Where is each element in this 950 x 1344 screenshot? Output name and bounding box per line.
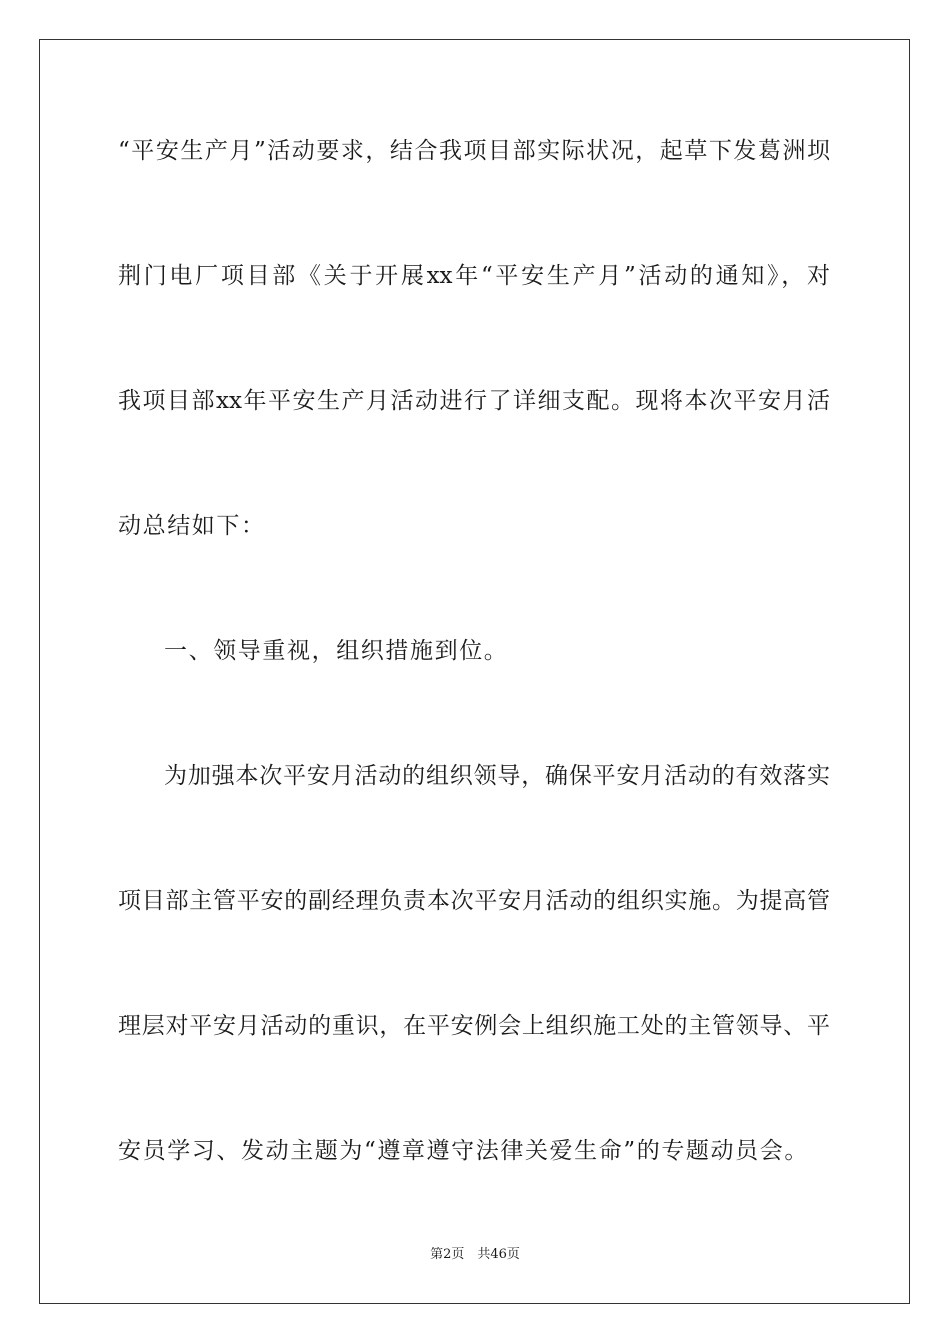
body-text-line: 项目部主管平安的副经理负责本次平安月活动的组织实施。为提高管	[118, 888, 830, 914]
page-border	[39, 39, 910, 1304]
body-text-line: 为加强本次平安月活动的组织领导，确保平安月活动的有效落实	[164, 763, 830, 789]
body-text-line: 理层对平安月活动的重识，在平安例会上组织施工处的主管领导、平	[118, 1013, 830, 1039]
body-text-line: 动总结如下：	[118, 513, 266, 539]
body-text-line: 荆门电厂项目部《关于开展xx年“平安生产月”活动的通知》，对	[118, 263, 830, 289]
body-text-line: 安员学习、发动主题为“遵章遵守法律关爱生命”的专题动员会。	[118, 1138, 809, 1164]
body-text-line: 我项目部xx年平安生产月活动进行了详细支配。现将本次平安月活	[118, 388, 830, 414]
section-heading: 一、领导重视，组织措施到位。	[164, 638, 509, 664]
page-number-footer: 第2页 共46页	[430, 1247, 520, 1262]
body-text-line: “平安生产月”活动要求，结合我项目部实际状况，起草下发葛洲坝	[118, 138, 830, 164]
